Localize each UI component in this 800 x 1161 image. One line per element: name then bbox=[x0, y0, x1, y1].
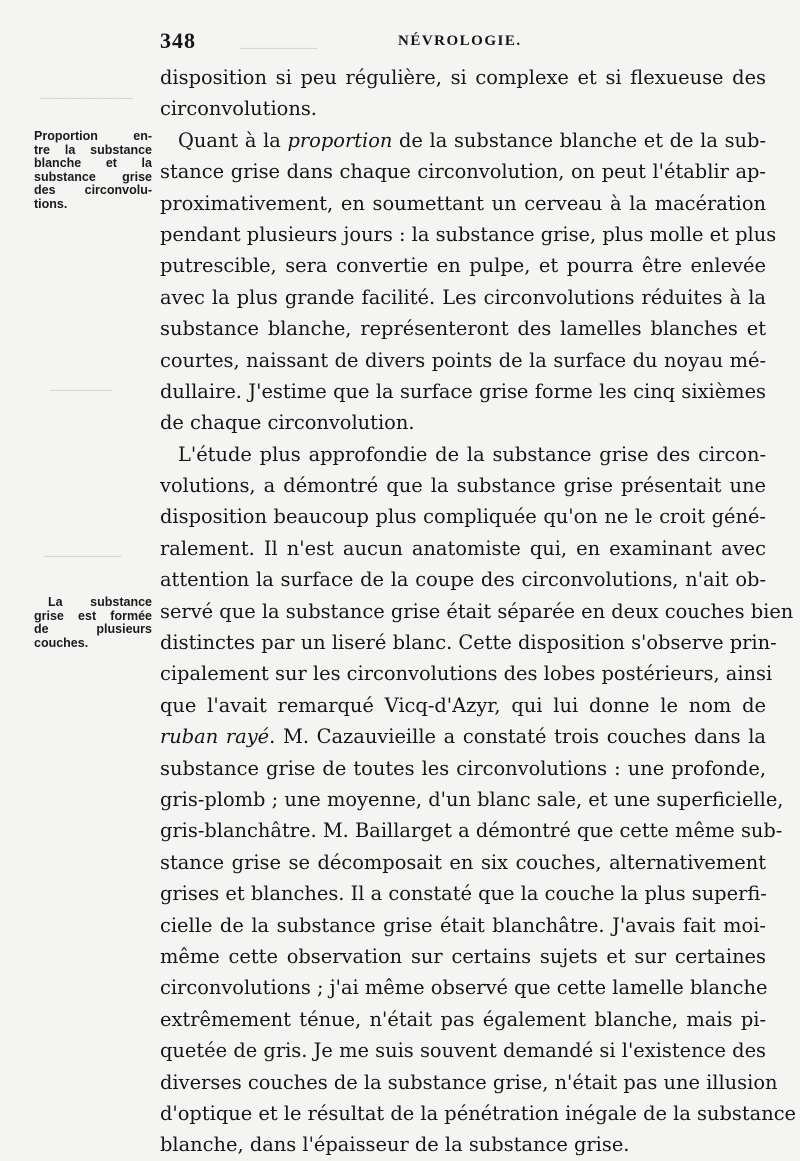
text-line: substance blanche, représenteront des lamelles blanches et bbox=[160, 317, 766, 341]
text-line: disposition si peu régulière, si complexe et si flexueuse des bbox=[160, 66, 766, 89]
text-line: volutions, a démontré que la substance grise présentait une bbox=[160, 474, 766, 498]
show-through-texture: —————— bbox=[40, 90, 133, 106]
emphasized-term: ruban rayé bbox=[160, 725, 270, 749]
text-line: cielle de la substance grise était blanchâtre. J'avais fait moi- bbox=[160, 913, 766, 937]
text-line: stance grise dans chaque circonvolution, on peut l'établir ap- bbox=[160, 160, 766, 184]
text-line: disposition beaucoup plus compliquée qu'on ne le croit géné- bbox=[160, 505, 766, 529]
text-line: circonvolutions ; j'ai même observé que cette lamelle blanche bbox=[160, 976, 768, 1000]
text-line: attention la surface de la coupe des circonvolutions, n'ait ob- bbox=[160, 568, 766, 592]
margin-note-line: Proportion en- bbox=[34, 129, 152, 143]
text-line: cipalement sur les circonvolutions des lobes postérieurs, ainsi bbox=[160, 662, 773, 686]
text-line: L'étude plus approfondie de la substance grise des circon- bbox=[178, 442, 766, 466]
text-line: quetée de gris. Je me suis souvent demandé si l'existence des bbox=[160, 1039, 766, 1063]
text-line: putrescible, sera convertie en pulpe, et pourra être enlevée bbox=[160, 254, 766, 278]
margin-note-line: substance grise bbox=[34, 169, 152, 184]
page-header bbox=[160, 28, 670, 54]
margin-note-line: de plusieurs bbox=[34, 622, 152, 636]
text-line: de chaque circonvolution. bbox=[160, 411, 415, 435]
margin-note-couches bbox=[34, 596, 152, 650]
text-line: stance grise se décomposait en six couches, alternativement bbox=[160, 850, 766, 874]
text-line: dullaire. J'estime que la surface grise forme les cinq sixièmes bbox=[160, 379, 766, 403]
running-title: NÉVROLOGIE. bbox=[398, 33, 522, 49]
margin-note-proportion bbox=[34, 130, 152, 211]
text-line: servé que la substance grise était séparée en deux couches bien bbox=[160, 599, 794, 623]
text-line: courtes, naissant de divers points de la surface du noyau mé- bbox=[160, 348, 766, 372]
text-line: proximativement, en soumettant un cerveau à la macération bbox=[160, 191, 766, 215]
text-line: que l'avait remarqué Vicq-d'Azyr, qui lui donne le nom de bbox=[160, 693, 766, 717]
main-text bbox=[160, 62, 797, 1161]
margin-note-line: couches. bbox=[34, 635, 89, 650]
text-line: ruban rayé. M. Cazauvieille a constaté trois couches dans la bbox=[160, 725, 766, 749]
text-line: distinctes par un liseré blanc. Cette disposition s'observe prin- bbox=[160, 631, 777, 655]
text-line: même cette observation sur certains sujets et sur certaines bbox=[160, 944, 766, 968]
margin-note-line: des circonvolu- bbox=[34, 183, 152, 197]
page-number: 348 bbox=[160, 28, 196, 53]
margin-note-line: tre la substance bbox=[34, 142, 152, 157]
margin-note-line: La substance bbox=[48, 595, 152, 609]
text-line: Quant à la proportion de la substance blanche et de la sub- bbox=[178, 128, 766, 152]
text-line: gris-blanchâtre. M. Baillarget a démontré que cette même sub- bbox=[160, 819, 783, 843]
text-line: gris-plomb ; une moyenne, d'un blanc sale, et une superficielle, bbox=[160, 787, 784, 811]
margin-note-line: tions. bbox=[34, 196, 68, 211]
text-line: ralement. Il n'est aucun anatomiste qui, en examinant avec bbox=[160, 536, 766, 560]
show-through-texture: ————— bbox=[240, 40, 318, 56]
text-line: pendant plusieurs jours : la substance grise, plus molle et plus bbox=[160, 222, 777, 246]
text-line: diverses couches de la substance grise, n'était pas une illusion bbox=[160, 1070, 778, 1094]
text-line: extrêmement ténue, n'était pas également blanche, mais pi- bbox=[160, 1007, 766, 1031]
show-through-texture: ———— bbox=[50, 382, 112, 398]
text-line: avec la plus grande facilité. Les circonvolutions réduites à la bbox=[160, 285, 766, 309]
text-line: circonvolutions. bbox=[160, 97, 317, 121]
margin-note-line: blanche et la bbox=[34, 156, 152, 170]
text-line: d'optique et le résultat de la pénétration inégale de la substance bbox=[160, 1101, 797, 1125]
show-through-texture: ————— bbox=[44, 548, 122, 564]
text-line: grises et blanches. Il a constaté que la couche la plus superfi- bbox=[160, 882, 767, 906]
emphasized-term: proportion bbox=[287, 128, 393, 152]
margin-note-line: grise est formée bbox=[34, 608, 152, 623]
text-line: substance grise de toutes les circonvolutions : une profonde, bbox=[160, 756, 766, 780]
text-line: blanche, dans l'épaisseur de la substance grise. bbox=[160, 1133, 630, 1157]
